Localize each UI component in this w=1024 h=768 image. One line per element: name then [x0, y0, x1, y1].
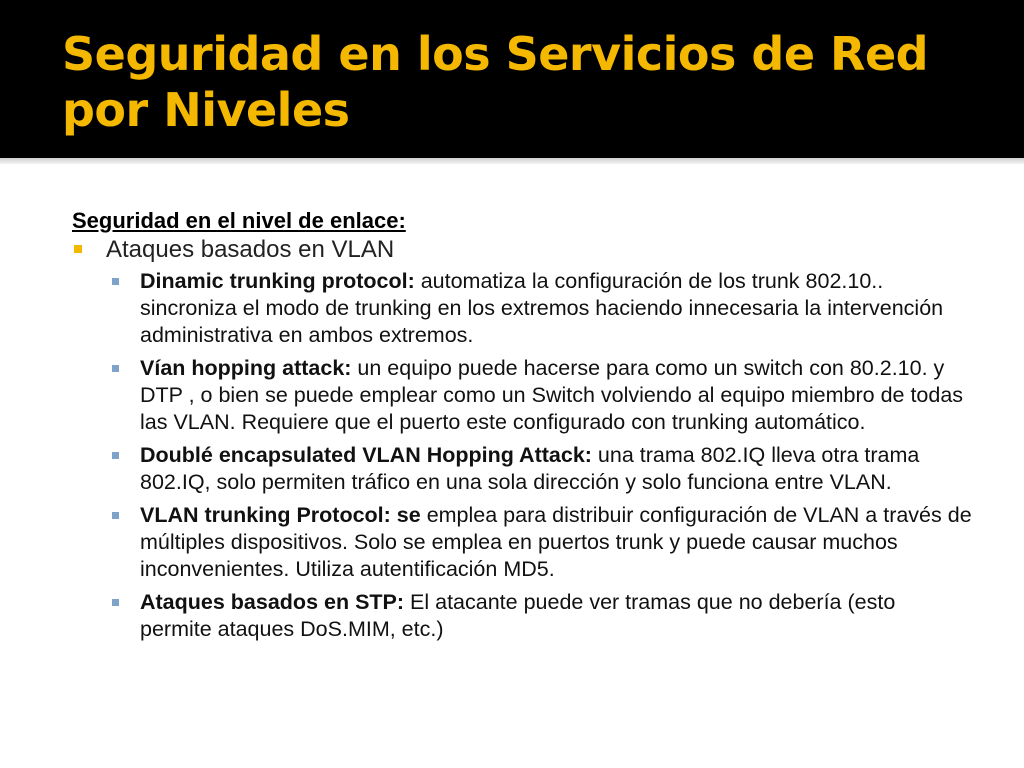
sub-bullet-list	[72, 268, 972, 643]
slide-title: Seguridad en los Servicios de Red por Niveles	[62, 27, 929, 137]
sub-bullet-text: El atacante puede ver tramas que no debería (esto permite ataques DoS.MIM, etc.)	[140, 590, 896, 641]
sub-bullet-term: VLAN trunking Protocol: se	[140, 503, 421, 527]
title-bar	[0, 0, 1024, 158]
square-bullet-icon	[112, 599, 119, 606]
sub-bullet-item	[140, 502, 972, 583]
square-bullet-icon	[112, 365, 119, 372]
square-bullet-icon	[112, 512, 119, 519]
sub-bullet-term: Dinamic trunking protocol:	[140, 269, 415, 293]
sub-bullet-text: una trama 802.IQ lleva otra trama 802.IQ, solo permiten tráfico en una sola dirección y solo funciona entre VLAN.	[140, 443, 920, 494]
sub-bullet-text: automatiza la configuración de los trunk 802.10.. sincroniza el modo de trunking en los extremos haciendo innecesaria la intervención administrativa en ambos extremos.	[140, 269, 944, 347]
square-bullet-icon	[112, 452, 119, 459]
sub-bullet-item	[140, 268, 972, 349]
sub-bullet-item	[140, 355, 972, 436]
bullet-item-level1	[72, 236, 972, 264]
section-heading: Seguridad en el nivel de enlace:	[72, 208, 406, 233]
sub-bullet-term: Vían hopping attack:	[140, 356, 352, 380]
sub-bullet-text: emplea para distribuir configuración de VLAN a través de múltiples dispositivos. Solo se emplea en puertos trunk y puede causar muchos inconvenientes. Utiliza autentificación MD5.	[140, 503, 972, 581]
sub-bullet-term: Ataques basados en STP:	[140, 590, 405, 614]
slide-content	[72, 206, 972, 649]
square-bullet-icon	[112, 278, 119, 285]
bullet-text: Ataques basados en VLAN	[106, 236, 395, 263]
sub-bullet-term: Doublé encapsulated VLAN Hopping Attack:	[140, 443, 592, 467]
sub-bullet-item	[140, 589, 972, 643]
title-divider	[0, 158, 1024, 164]
square-bullet-icon	[74, 245, 82, 253]
sub-bullet-text: un equipo puede hacerse para como un switch con 80.2.10. y DTP , o bien se puede emplear como un Switch volviendo al equipo miembro de todas las VLAN. Requiere que el puerto este configurado con trunking automático.	[140, 356, 964, 434]
sub-bullet-item	[140, 442, 972, 496]
